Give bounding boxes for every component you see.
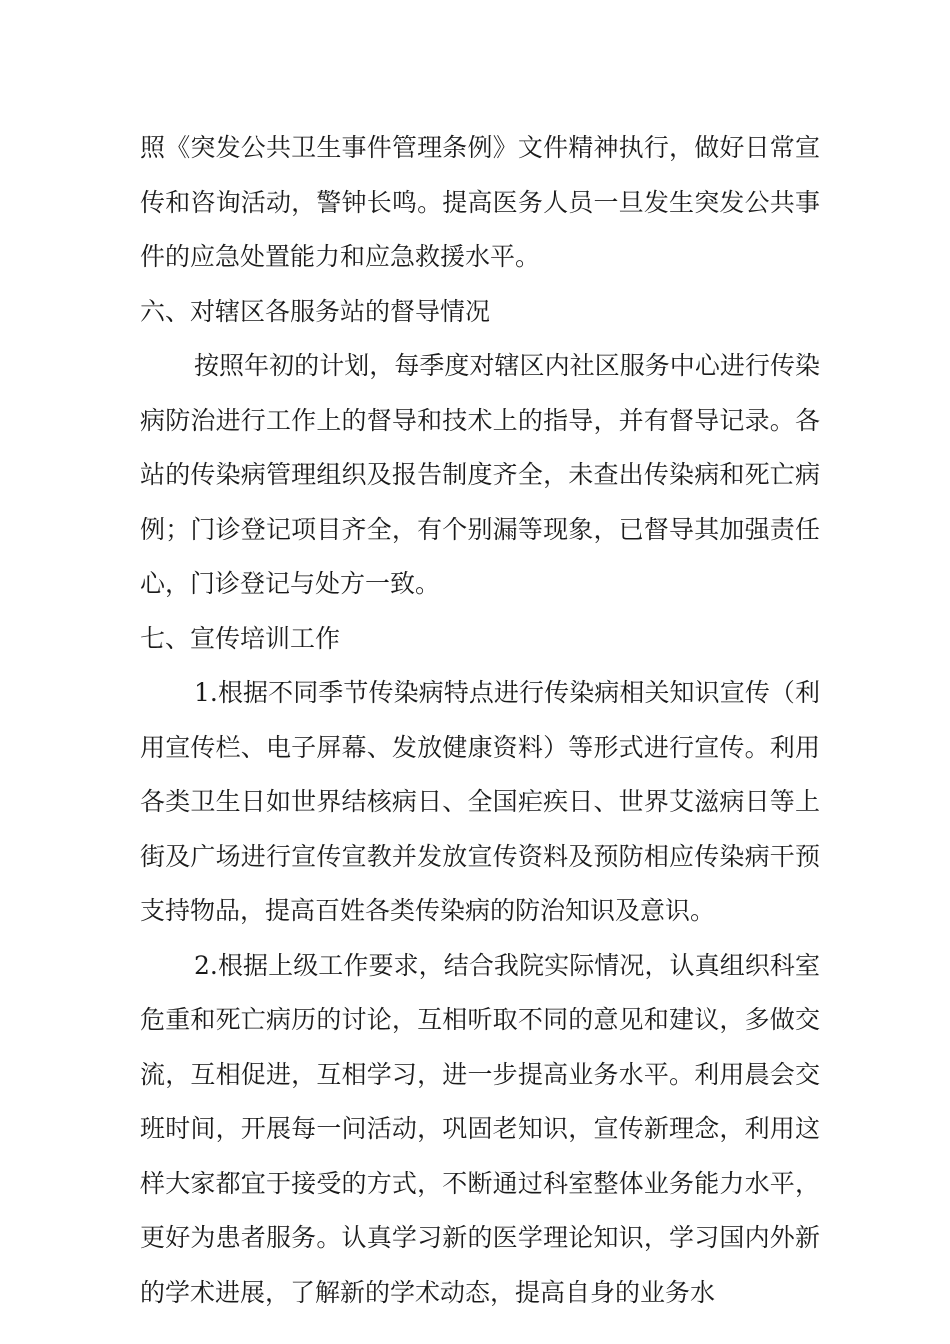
paragraph-publicity-1: 1.根据不同季节传染病特点进行传染病相关知识宣传（利用宣传栏、电子屏幕、发放健康资料）等形式进行宣传。利用各类卫生日如世界结核病日、全国疟疾日、世界艾滋病日等上街及广场进行宣传宣教并发放宣传资料及预防相应传染病干预支持物品，提高百姓各类传染病的防治知识及意识。: [140, 678, 820, 925]
paragraph-supervision: 按照年初的计划，每季度对辖区内社区服务中心进行传染病防治进行工作上的督导和技术上的指导，并有督导记录。各站的传染病管理组织及报告制度齐全，未查出传染病和死亡病例；门诊登记项目齐全，有个别漏等现象，已督导其加强责任心，门诊登记与处方一致。: [140, 351, 820, 598]
paragraph-continuation: 照《突发公共卫生事件管理条例》文件精神执行，做好日常宣传和咨询活动，警钟长鸣。提高医务人员一旦发生突发公共事件的应急处置能力和应急救援水平。: [140, 133, 820, 271]
paragraph-training-2: 2.根据上级工作要求，结合我院实际情况，认真组织科室危重和死亡病历的讨论，互相听取不同的意见和建议，多做交流，互相促进，互相学习，进一步提高业务水平。利用晨会交班时间，开展每一问活动，巩固老知识，宣传新理念，利用这样大家都宜于接受的方式，不断通过科室整体业务能力水平，更好为患者服务。认真学习新的医学理论知识，学习国内外新的学术进展，了解新的学术动态，提高自身的业务水: [140, 950, 820, 1307]
section-heading-six: 六、对辖区各服务站的督导情况: [140, 296, 491, 326]
section-heading-seven: 七、宣传培训工作: [140, 623, 341, 653]
document-page: [140, 121, 820, 1320]
